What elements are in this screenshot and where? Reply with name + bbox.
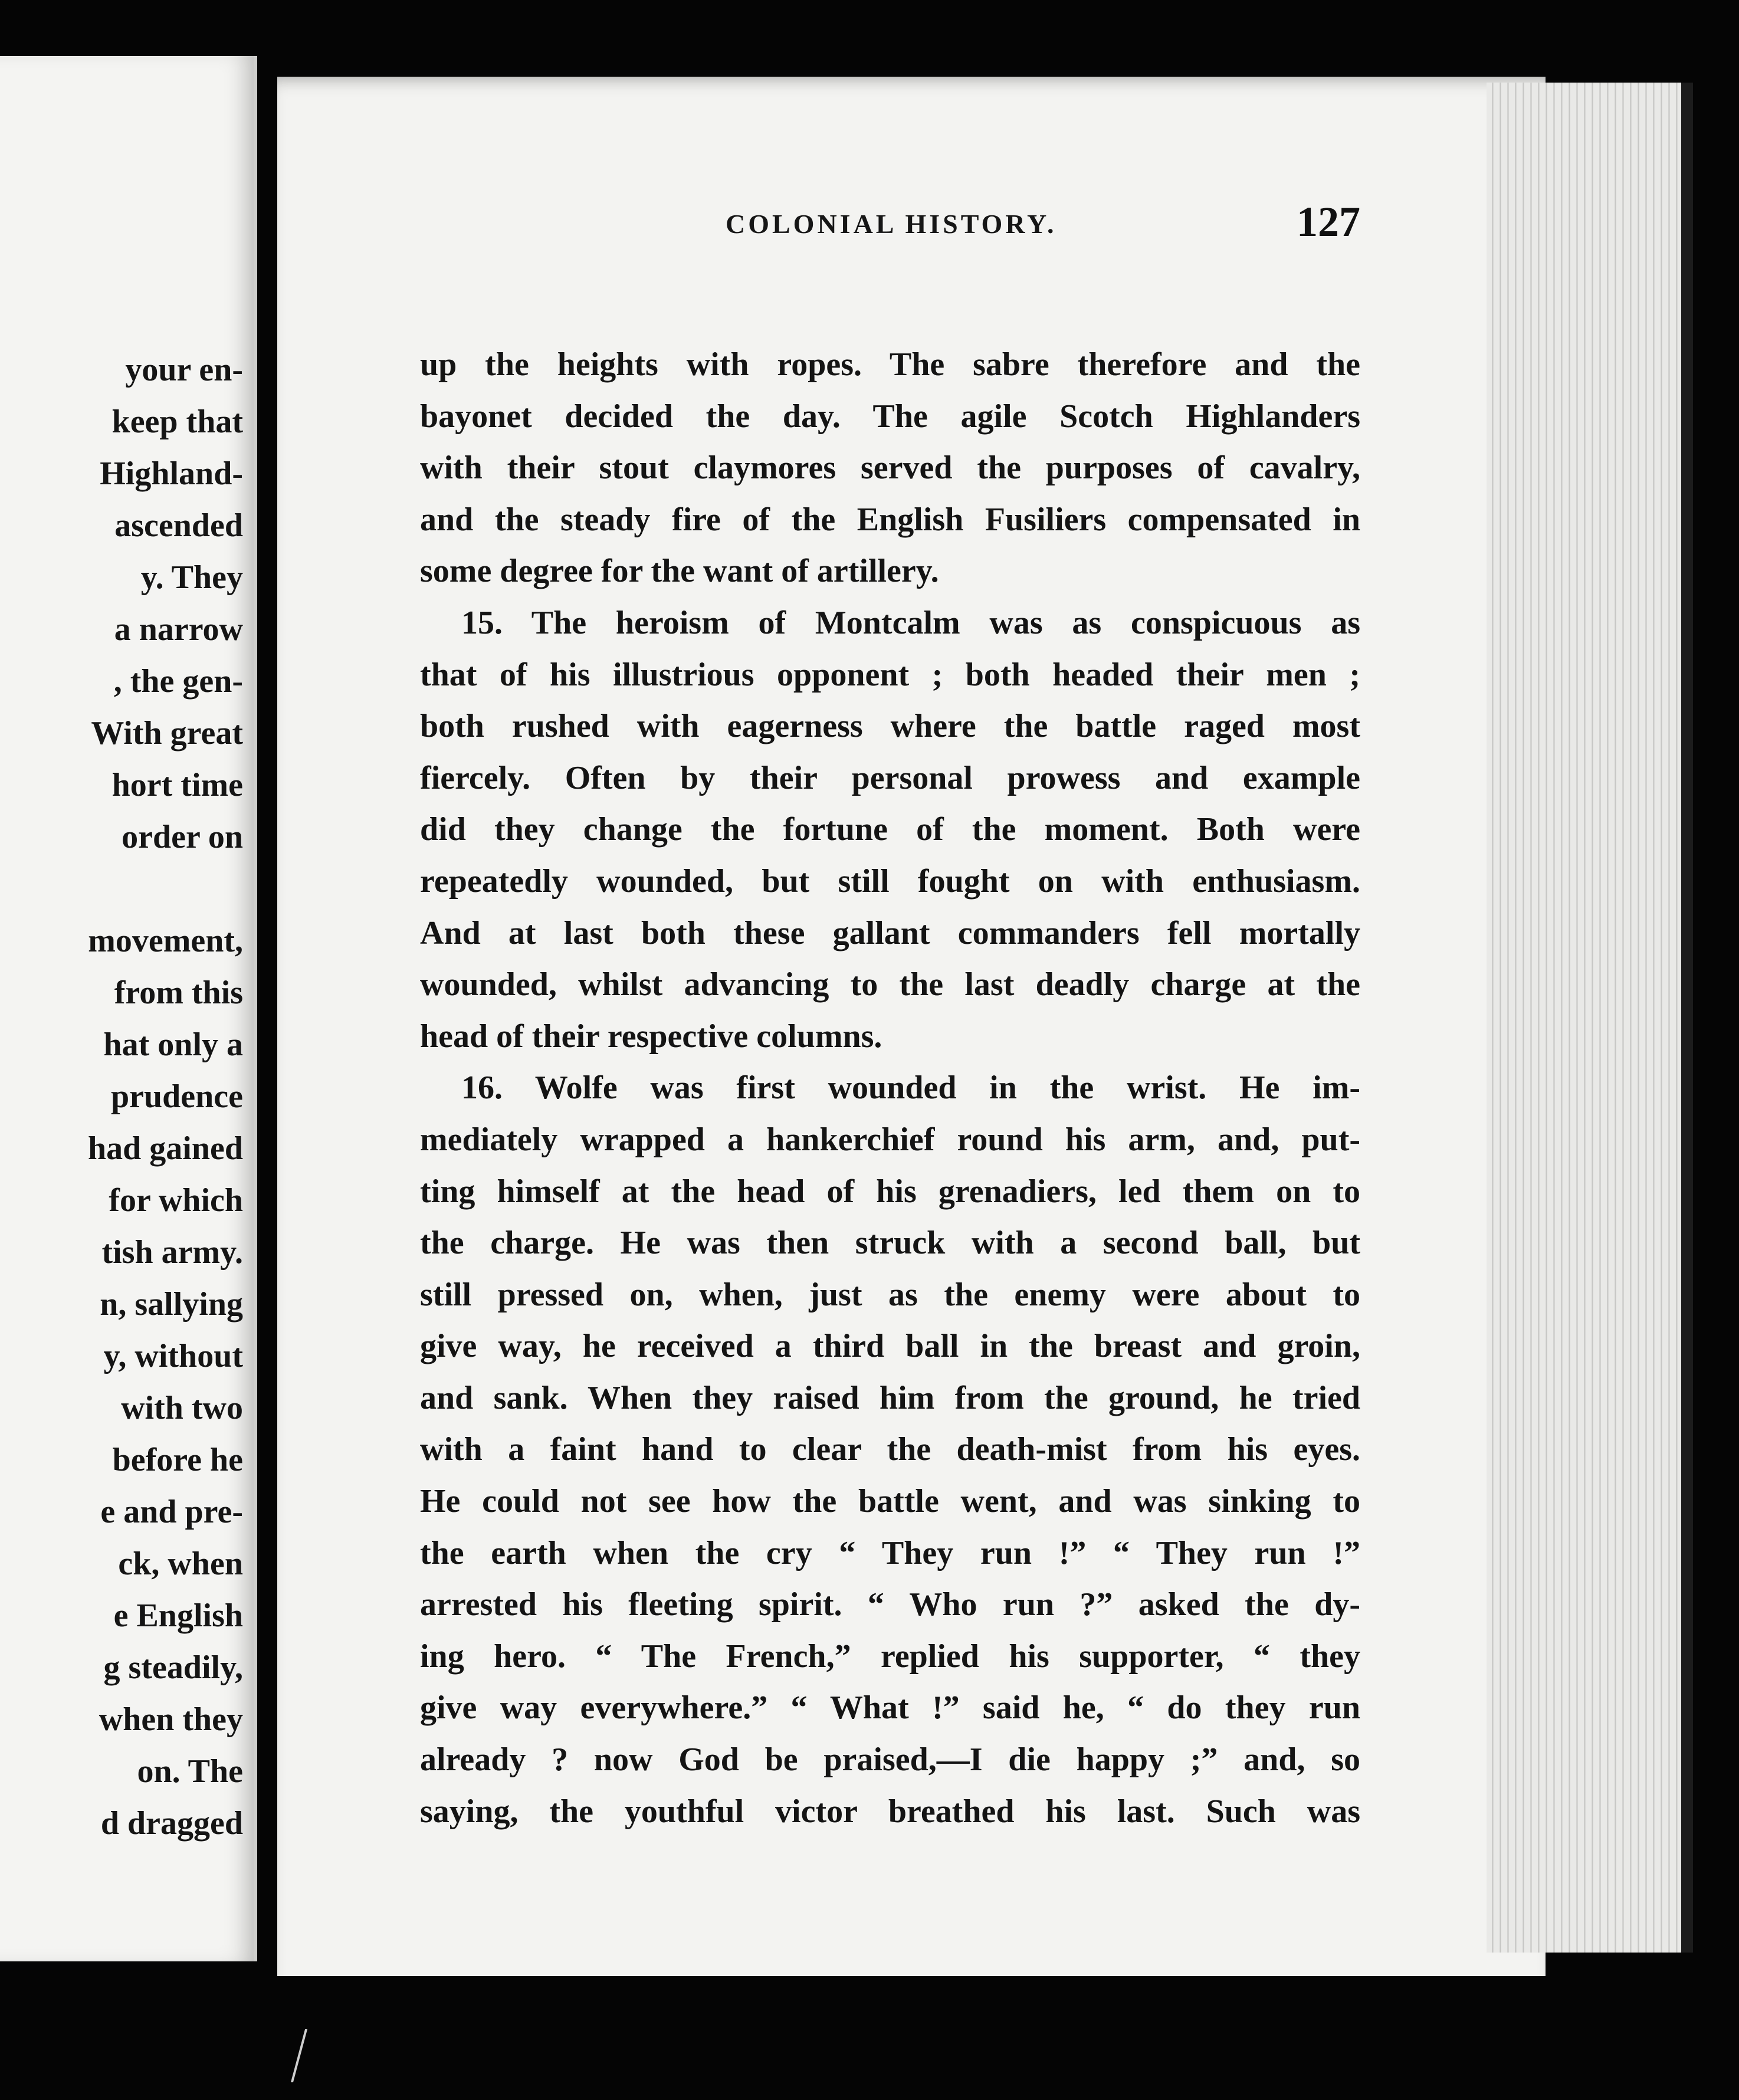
text-line: both rushed with eagerness where the battle raged most bbox=[420, 708, 1360, 745]
body-text bbox=[420, 339, 1360, 1838]
facing-text-line: y, without bbox=[103, 1338, 243, 1374]
facing-text-line: prudence bbox=[111, 1078, 243, 1115]
text-line: ting himself at the head of his grenadiers, led them on to bbox=[420, 1173, 1360, 1210]
facing-text-line: keep that bbox=[111, 403, 243, 440]
text-line: still pressed on, when, just as the enemy were about to bbox=[420, 1276, 1360, 1313]
text-line: fiercely. Often by their personal prowess and example bbox=[420, 759, 1360, 796]
facing-text-line: , the gen- bbox=[113, 663, 243, 700]
text-line: the earth when the cry “ They run !” “ They run !” bbox=[420, 1534, 1360, 1571]
facing-page-text-column bbox=[0, 344, 243, 1849]
facing-text-line: movement, bbox=[88, 923, 243, 959]
text-line: that of his illustrious opponent ; both headed their men ; bbox=[420, 656, 1360, 693]
text-line: head of their respective columns. bbox=[420, 1018, 882, 1055]
text-line: with their stout claymores served the purposes of cavalry, bbox=[420, 449, 1360, 487]
scan-artifact bbox=[291, 2029, 314, 2082]
text-line: and the steady fire of the English Fusiliers compensated in bbox=[420, 501, 1360, 538]
facing-text-line: e and pre- bbox=[100, 1494, 243, 1530]
facing-text-line: g steadily, bbox=[103, 1649, 243, 1686]
facing-text-line: With great bbox=[91, 715, 243, 752]
text-line: saying, the youthful victor breathed his last. Such was bbox=[420, 1793, 1360, 1830]
page-number: 127 bbox=[1297, 198, 1360, 245]
facing-text-line: order on bbox=[122, 819, 243, 855]
text-line: 16. Wolfe was first wounded in the wrist. He im- bbox=[461, 1069, 1360, 1107]
text-line: the charge. He was then struck with a second ball, but bbox=[420, 1225, 1360, 1262]
text-line: mediately wrapped a hankerchief round his arm, and, put- bbox=[420, 1121, 1360, 1158]
text-line: give way, he received a third ball in the breast and groin, bbox=[420, 1328, 1360, 1365]
facing-text-line: hat only a bbox=[103, 1026, 243, 1063]
text-line: arrested his fleeting spirit. “ Who run ?” asked the dy- bbox=[420, 1586, 1360, 1623]
text-line: 15. The heroism of Montcalm was as conspicuous as bbox=[461, 604, 1360, 641]
text-line: give way everywhere.” “ What !” said he, “ do they run bbox=[420, 1689, 1360, 1727]
text-line: bayonet decided the day. The agile Scotch Highlanders bbox=[420, 398, 1360, 435]
facing-text-line: had gained bbox=[88, 1130, 243, 1167]
facing-text-line: on. The bbox=[137, 1753, 243, 1790]
facing-text-line: y. They bbox=[140, 559, 243, 596]
text-line: already ? now God be praised,—I die happy ;” and, so bbox=[420, 1741, 1360, 1779]
paragraph-gap bbox=[0, 863, 243, 915]
facing-text-line: your en- bbox=[125, 352, 243, 388]
facing-text-line: a narrow bbox=[114, 611, 243, 648]
text-line: up the heights with ropes. The sabre therefore and the bbox=[420, 346, 1360, 383]
facing-page-left bbox=[0, 56, 257, 1961]
text-line: repeatedly wounded, but still fought on with enthusiasm. bbox=[420, 862, 1360, 900]
facing-text-line: for which bbox=[109, 1182, 243, 1219]
facing-text-line: d dragged bbox=[100, 1805, 243, 1842]
page-edge-stack bbox=[1487, 83, 1693, 1953]
text-line: with a faint hand to clear the death-mist from his eyes. bbox=[420, 1431, 1360, 1468]
facing-text-line: ck, when bbox=[118, 1546, 243, 1582]
text-line: some degree for the want of artillery. bbox=[420, 553, 939, 590]
facing-text-line: before he bbox=[112, 1442, 243, 1478]
text-line: ing hero. “ The French,” replied his supporter, “ they bbox=[420, 1638, 1360, 1675]
running-header bbox=[277, 192, 1360, 251]
facing-text-line: n, sallying bbox=[100, 1286, 243, 1323]
text-line: And at last both these gallant commanders fell mortally bbox=[420, 914, 1360, 951]
facing-text-line: with two bbox=[121, 1390, 243, 1426]
facing-text-line: hort time bbox=[111, 767, 243, 803]
text-line: He could not see how the battle went, and was sinking to bbox=[420, 1483, 1360, 1520]
running-header-title: COLONIAL HISTORY. bbox=[726, 209, 1057, 239]
facing-text-line: Highland- bbox=[100, 455, 243, 492]
facing-text-line: tish army. bbox=[101, 1234, 243, 1271]
facing-text-line: from this bbox=[114, 974, 243, 1011]
facing-text-line: e English bbox=[113, 1597, 243, 1634]
text-line: wounded, whilst advancing to the last deadly charge at the bbox=[420, 966, 1360, 1003]
text-line: and sank. When they raised him from the ground, he tried bbox=[420, 1379, 1360, 1416]
facing-text-line: when they bbox=[99, 1701, 243, 1738]
text-line: did they change the fortune of the moment. Both were bbox=[420, 811, 1360, 848]
facing-text-line: ascended bbox=[114, 507, 243, 544]
